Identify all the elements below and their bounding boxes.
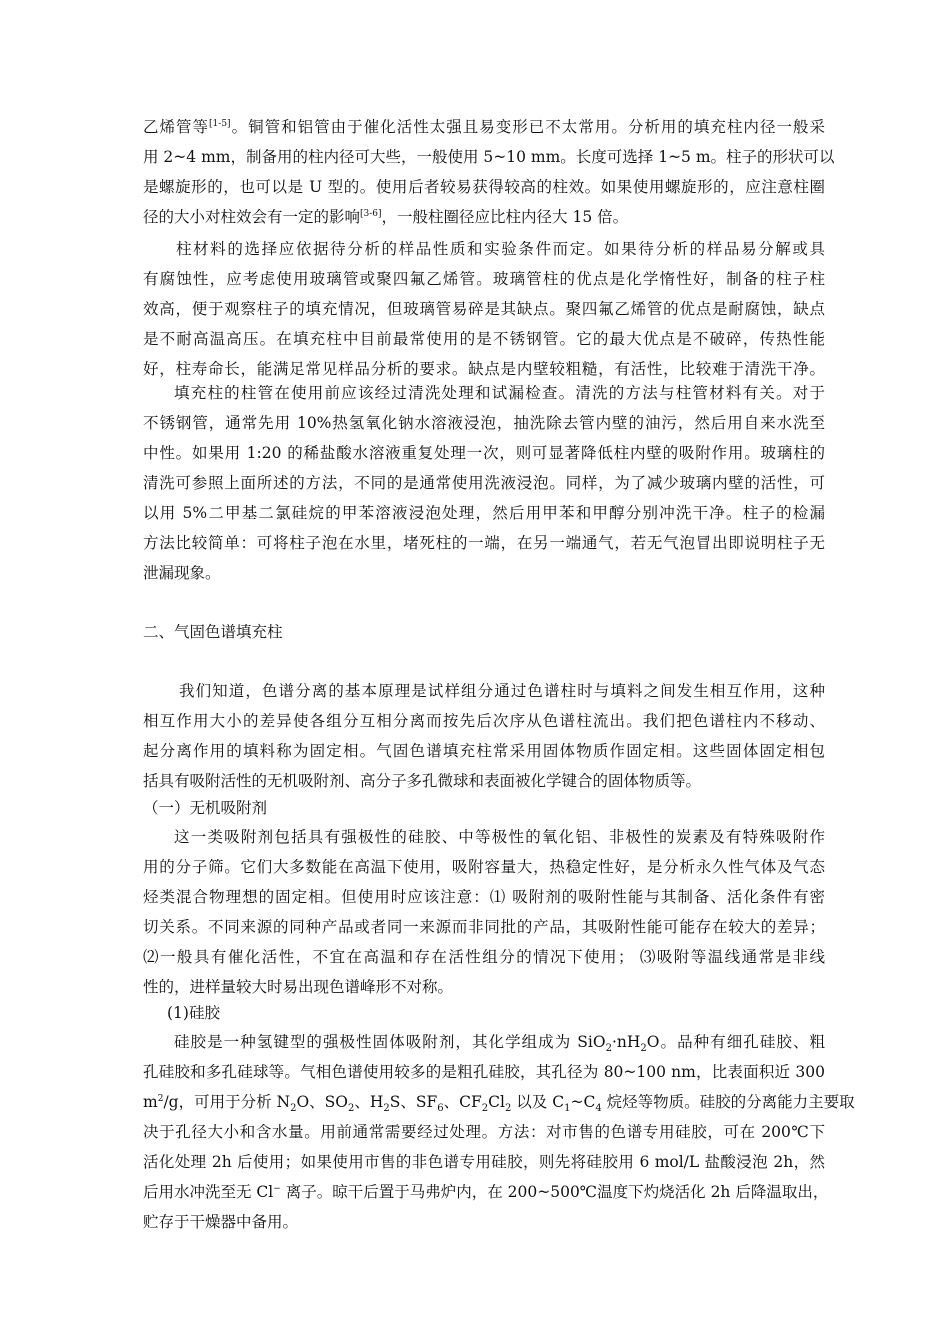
p6-line-2: 孔硅胶和多孔硅球等。气相色谱使用较多的是粗孔硅胶，其孔径为 80~100 nm，比表面积近 300 <box>143 1063 825 1081</box>
p5-line-3: 烃类混合物理想的固定相。但使用时应该注意：⑴ 吸附剂的吸附性能与其制备、活化条件有密 <box>143 888 825 906</box>
p3-line-5: 以用 5%二甲基二氯硅烷的甲苯溶液浸泡处理，然后用甲苯和甲醇分别冲洗干净。柱子的检漏 <box>143 504 825 522</box>
p4-line-2: 相互作用大小的差异使各组分互相分离而按先后次序从色谱柱流出。我们把色谱柱内不移动、 <box>143 712 825 730</box>
p6-line-7: 贮存于干燥器中备用。 <box>143 1213 299 1231</box>
p1-line-4: 径的大小对柱效会有一定的影响[3-6]，一般柱圈径应比柱内径大 15 倍。 <box>143 208 629 226</box>
p3-line-1: 填充柱的柱管在使用前应该经过清洗处理和试漏检查。清洗的方法与柱管材料有关。对于 <box>174 384 825 402</box>
p6-line-5: 活化处理 2h 后使用；如果使用市售的非色谱专用硅胶，则先将硅胶用 6 mol/L 盐酸浸泡 2h，然 <box>143 1153 825 1171</box>
p5-line-1: 这一类吸附剂包括具有强极性的硅胶、中等极性的氧化铝、非极性的炭素及有特殊吸附作 <box>174 828 825 846</box>
p3-line-3: 中性。如果用 1:20 的稀盐酸水溶液重复处理一次，则可显著降低柱内壁的吸附作用。玻璃柱的 <box>143 444 825 462</box>
p1-line-2: 用 2~4 mm，制备用的柱内径可大些，一般使用 5~10 mm。长度可选择 1~5 m。柱子的形状可以 <box>143 148 835 166</box>
p3-line-4: 清洗可参照上面所述的方法，不同的是通常使用洗液浸泡。同样，为了减少玻璃内壁的活性，可 <box>143 474 825 492</box>
p2-line-3: 效高，便于观察柱子的填充情况，但玻璃管易碎是其缺点。聚四氟乙烯管的优点是耐腐蚀，缺点 <box>143 300 825 318</box>
section-heading-2: 二、气固色谱填充柱 <box>143 623 283 641</box>
p2-line-2: 有腐蚀性，应考虑使用玻璃管或聚四氟乙烯管。玻璃管柱的优点是化学惰性好，制备的柱子柱 <box>143 270 825 288</box>
p2-line-1: 柱材料的选择应依据待分析的样品性质和实验条件而定。如果待分析的样品易分解或具 <box>176 240 825 258</box>
p6-line-6: 后用水冲洗至无 Cl− 离子。晾干后置于马弗炉内，在 200~500℃温度下灼烧活化 2h 后降温取出， <box>143 1183 829 1201</box>
p2-line-4: 是不耐高温高压。在填充柱中目前最常使用的是不锈钢管。它的最大优点是不破碎，传热性能 <box>143 330 825 348</box>
p1-line-1: 乙烯管等[1-5]。铜管和铝管由于催化活性太强且易变形已不太常用。分析用的填充柱内径一般采 <box>143 118 825 136</box>
p3-line-6: 方法比较简单：可将柱子泡在水里，堵死柱的一端，在另一端通气，若无气泡冒出即说明柱子无 <box>143 534 825 552</box>
p4-line-1: 我们知道，色谱分离的基本原理是试样组分通过色谱柱时与填料之间发生相互作用，这种 <box>179 682 825 700</box>
p2-line-5: 好，柱寿命长，能满足常见样品分析的要求。缺点是内壁较粗糙，有活性，比较难于清洗干净。 <box>143 360 825 378</box>
p3-line-7: 泄漏现象。 <box>143 564 221 582</box>
subheading-silica-gel: (1)硅胶 <box>167 1004 220 1022</box>
p6-line-3: $m^2/g$，可用于分析 $N_2O$、$SO_2$、$H_2S$、$SF_6$、$CF_2Cl_2$ 以及 $C_1\sim C_4$ 烷烃等物质。硅胶的分离能力主要取 <box>143 1093 855 1115</box>
p5-line-5: ⑵一般具有催化活性，不宜在高温和存在活性组分的情况下使用； ⑶吸附等温线通常是非线 <box>143 948 825 966</box>
p5-line-4: 切关系。不同来源的同种产品或者同一来源而非同批的产品，其吸附性能可能存在较大的差异； <box>143 918 825 936</box>
p5-line-2: 用的分子筛。它们大多数能在高温下使用，吸附容量大，热稳定性好，是分析永久性气体及气态 <box>143 858 825 876</box>
p4-line-3: 起分离作用的填料称为固定相。气固色谱填充柱常采用固体物质作固定相。这些固体固定相包 <box>143 742 825 760</box>
p3-line-2: 不锈钢管，通常先用 10%热氢氧化钠水溶液浸泡，抽洗除去管内壁的油污，然后用自来水洗至 <box>143 414 825 432</box>
p5-line-6: 性的，进样量较大时易出现色谱峰形不对称。 <box>143 978 454 996</box>
p6-line-1: 硅胶是一种氢键型的强极性固体吸附剂，其化学组成为 $SiO_2\cdot nH_2O$。品种有细孔硅胶、粗 <box>174 1033 825 1055</box>
p6-line-4: 决于孔径大小和含水量。用前通常需要经过处理。方法：对市售的色谱专用硅胶，可在 200℃下 <box>143 1123 825 1141</box>
p1-line-3: 是螺旋形的，也可以是 U 型的。使用后者较易获得较高的柱效。如果使用螺旋形的，应注意柱圈 <box>143 178 825 196</box>
p4-line-4: 括具有吸附活性的无机吸附剂、高分子多孔微球和表面被化学键合的固体物质等。 <box>143 772 702 790</box>
subheading-inorganic-adsorbent: （一）无机吸附剂 <box>143 799 268 817</box>
